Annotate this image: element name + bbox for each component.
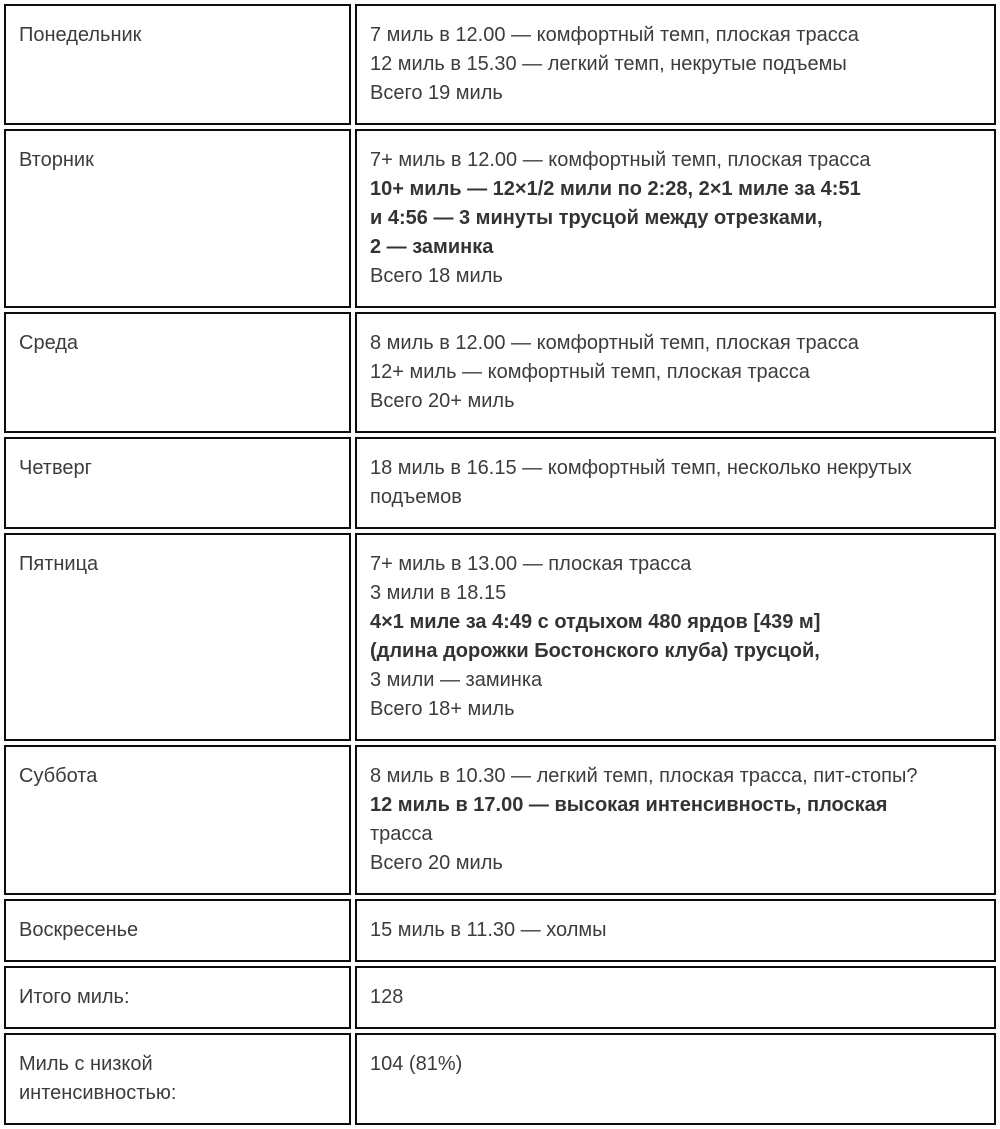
text-line: Пятница	[19, 553, 99, 575]
text-line: Вторник	[19, 149, 94, 171]
text-line: Среда	[19, 332, 79, 354]
text-line: Четверг	[19, 457, 92, 479]
text-line: 12 миль в 15.30 — легкий темп, некрутые подъемы	[370, 53, 847, 75]
text-line: Понедельник	[19, 24, 142, 46]
details-cell	[355, 4, 996, 125]
text-line: 2 — заминка	[370, 236, 494, 258]
text-line: Всего 20+ миль	[370, 390, 515, 412]
text-line: Всего 19 миль	[370, 82, 503, 104]
text-line: 12+ миль — комфортный темп, плоская трасса	[370, 361, 810, 383]
details-cell	[355, 533, 996, 741]
day-cell	[4, 312, 351, 433]
details-cell	[355, 966, 996, 1029]
details-cell	[355, 745, 996, 895]
details-cell	[355, 129, 996, 308]
text-line: Воскресенье	[19, 919, 139, 941]
text-line: трасса	[370, 823, 433, 845]
table-row	[4, 1033, 996, 1125]
text-line: Всего 18 миль	[370, 265, 503, 287]
details-cell	[355, 312, 996, 433]
text-line: и 4:56 — 3 минуты трусцой между отрезками,	[370, 207, 823, 229]
text-line: 7 миль в 12.00 — комфортный темп, плоская трасса	[370, 24, 859, 46]
text-line: 12 миль в 17.00 — высокая интенсивность, плоская	[370, 794, 888, 816]
text-line: 7+ миль в 12.00 — комфортный темп, плоская трасса	[370, 149, 871, 171]
day-cell	[4, 1033, 351, 1125]
text-line: 18 миль в 16.15 — комфортный темп, несколько некрутых	[370, 457, 912, 479]
details-cell	[355, 899, 996, 962]
text-line: Миль с низкой	[19, 1053, 153, 1075]
text-line: (длина дорожки Бостонского клуба) трусцой,	[370, 640, 820, 662]
text-line: Всего 18+ миль	[370, 698, 515, 720]
text-line: подъемов	[370, 486, 462, 508]
text-line: 3 мили в 18.15	[370, 582, 507, 604]
text-line: 15 миль в 11.30 — холмы	[370, 919, 607, 941]
table-row	[4, 129, 996, 308]
table-row	[4, 745, 996, 895]
day-cell	[4, 129, 351, 308]
text-line: интенсивностью:	[19, 1082, 177, 1104]
day-cell	[4, 899, 351, 962]
text-line: 128	[370, 986, 404, 1008]
table-row	[4, 899, 996, 962]
day-cell	[4, 745, 351, 895]
text-line: 4×1 миле за 4:49 с отдыхом 480 ярдов [439 м]	[370, 611, 821, 633]
text-line: Итого миль:	[19, 986, 130, 1008]
table-row	[4, 437, 996, 529]
text-line: Всего 20 миль	[370, 852, 503, 874]
table-row	[4, 4, 996, 125]
text-line: 10+ миль — 12×1/2 мили по 2:28, 2×1 миле за 4:51	[370, 178, 861, 200]
day-cell	[4, 533, 351, 741]
text-line: 104 (81%)	[370, 1053, 463, 1075]
text-line: 8 миль в 12.00 — комфортный темп, плоская трасса	[370, 332, 859, 354]
details-cell	[355, 1033, 996, 1125]
day-cell	[4, 437, 351, 529]
text-line: 3 мили — заминка	[370, 669, 543, 691]
table-row	[4, 533, 996, 741]
text-line: Суббота	[19, 765, 98, 787]
table-row	[4, 966, 996, 1029]
text-line: 8 миль в 10.30 — легкий темп, плоская трасса, пит-стопы?	[370, 765, 918, 787]
details-cell	[355, 437, 996, 529]
day-cell	[4, 966, 351, 1029]
text-line: 7+ миль в 13.00 — плоская трасса	[370, 553, 692, 575]
table-row	[4, 312, 996, 433]
day-cell	[4, 4, 351, 125]
